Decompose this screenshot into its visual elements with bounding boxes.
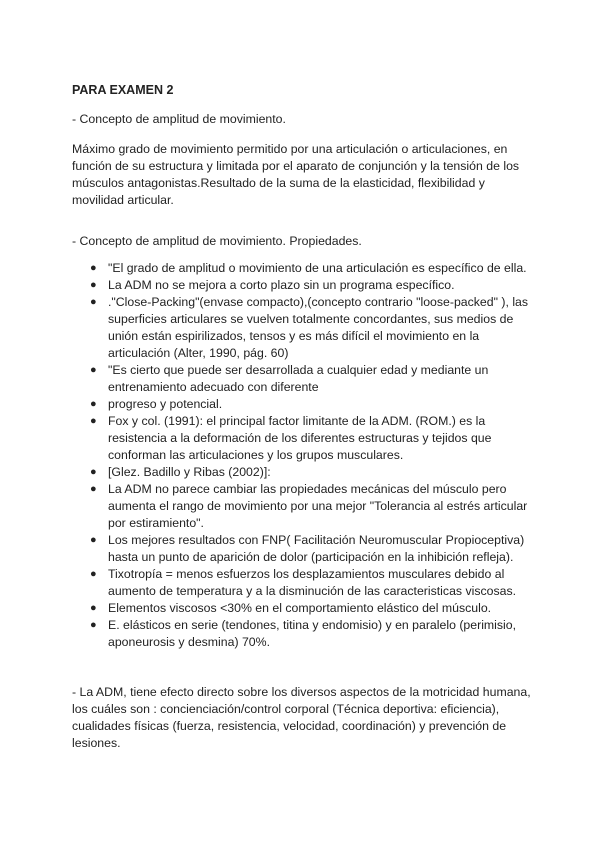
- bullet-item: [72, 396, 532, 413]
- bullet-item: [72, 464, 532, 481]
- bullet-icon: ●: [90, 534, 97, 546]
- bullet-icon: ●: [90, 619, 97, 631]
- bullet-icon: ●: [90, 398, 97, 410]
- bullet-text: ."Close-Packing"(envase compacto),(concepto contrario "loose-packed" ), las superficies articulares se vuelven totalmente concordantes, sus medios de unión están espirilizados, tensos y es más difícil el movimiento en la articulación (Alter, 1990, pág. 60): [108, 295, 529, 360]
- bullet-text: Fox y col. (1991): el principal factor limitante de la ADM. (ROM.) es la resistencia a la deformación de los diferentes estructuras y tejidos que conforman las articulaciones y los grupos musculares.: [108, 414, 492, 462]
- bullet-text: La ADM no parece cambiar las propiedades mecánicas del músculo pero aumenta el rango de movimiento por una mejor "Tolerancia al estrés articular por estiramiento".: [108, 482, 528, 530]
- definition-paragraph: Máximo grado de movimiento permitido por una articulación o articulaciones, en función de su estructura y limitada por el aparato de conjunción y la tensión de los músculos antagonistas.Resultado de la suma de la elasticidad, flexibilidad y movilidad articular.: [72, 142, 520, 207]
- bullet-icon: ●: [90, 466, 97, 478]
- bullet-item: [72, 362, 532, 396]
- bullet-text: progreso y potencial.: [108, 397, 223, 411]
- bullet-text: "Es cierto que puede ser desarrollada a cualquier edad y mediante un entrenamiento adecuado con diferente: [108, 363, 489, 394]
- bullet-icon: ●: [90, 415, 97, 427]
- bullet-item: [72, 413, 532, 464]
- bullet-text: Los mejores resultados con FNP( Facilitación Neuromuscular Propioceptiva) hasta un punto de aparición de dolor (participación en la inhibición refleja).: [108, 533, 525, 564]
- bullet-item: [72, 566, 532, 600]
- bullet-text: Tixotropía = menos esfuerzos los desplazamientos musculares debido al aumento de temperatura y a la disminución de las caracteristicas viscosas.: [108, 567, 517, 598]
- bullet-item: [72, 617, 532, 651]
- bullet-text: "El grado de amplitud o movimiento de una articulación es específico de ella.: [108, 261, 527, 275]
- bullet-icon: ●: [90, 296, 97, 308]
- bullet-text: E. elásticos en serie (tendones, titina y endomisio) y en paralelo (perimisio, aponeurosis y desmina) 70%.: [108, 618, 517, 649]
- bullet-item: [72, 260, 532, 277]
- properties-bullet-list: [72, 259, 532, 651]
- concept-heading-1: - Concepto de amplitud de movimiento.: [72, 112, 286, 126]
- bullet-icon: ●: [90, 483, 97, 495]
- bullet-item: [72, 532, 532, 566]
- bullet-icon: ●: [90, 279, 97, 291]
- bullet-item: [72, 481, 532, 532]
- bullet-icon: ●: [90, 364, 97, 376]
- concept-heading-2: - Concepto de amplitud de movimiento. Propiedades.: [72, 234, 362, 248]
- bullet-icon: ●: [90, 602, 97, 614]
- conclusion-paragraph: - La ADM, tiene efecto directo sobre los diversos aspectos de la motricidad humana, los cuáles son : concienciación/control corporal (Técnica deportiva: eficiencia), cualidades físicas (fuerza, resistencia, velocidad, coordinación) y prevención de lesiones.: [72, 685, 531, 750]
- bullet-text: La ADM no se mejora a corto plazo sin un programa específico.: [108, 278, 455, 292]
- document-title: PARA EXAMEN 2: [72, 83, 174, 97]
- bullet-item: [72, 600, 532, 617]
- bullet-item: [72, 277, 532, 294]
- bullet-text: [Glez. Badillo y Ribas (2002)]:: [108, 465, 271, 479]
- bullet-icon: ●: [90, 262, 97, 274]
- bullet-item: [72, 294, 532, 362]
- bullet-icon: ●: [90, 568, 97, 580]
- bullet-text: Elementos viscosos <30% en el comportamiento elástico del músculo.: [108, 601, 492, 615]
